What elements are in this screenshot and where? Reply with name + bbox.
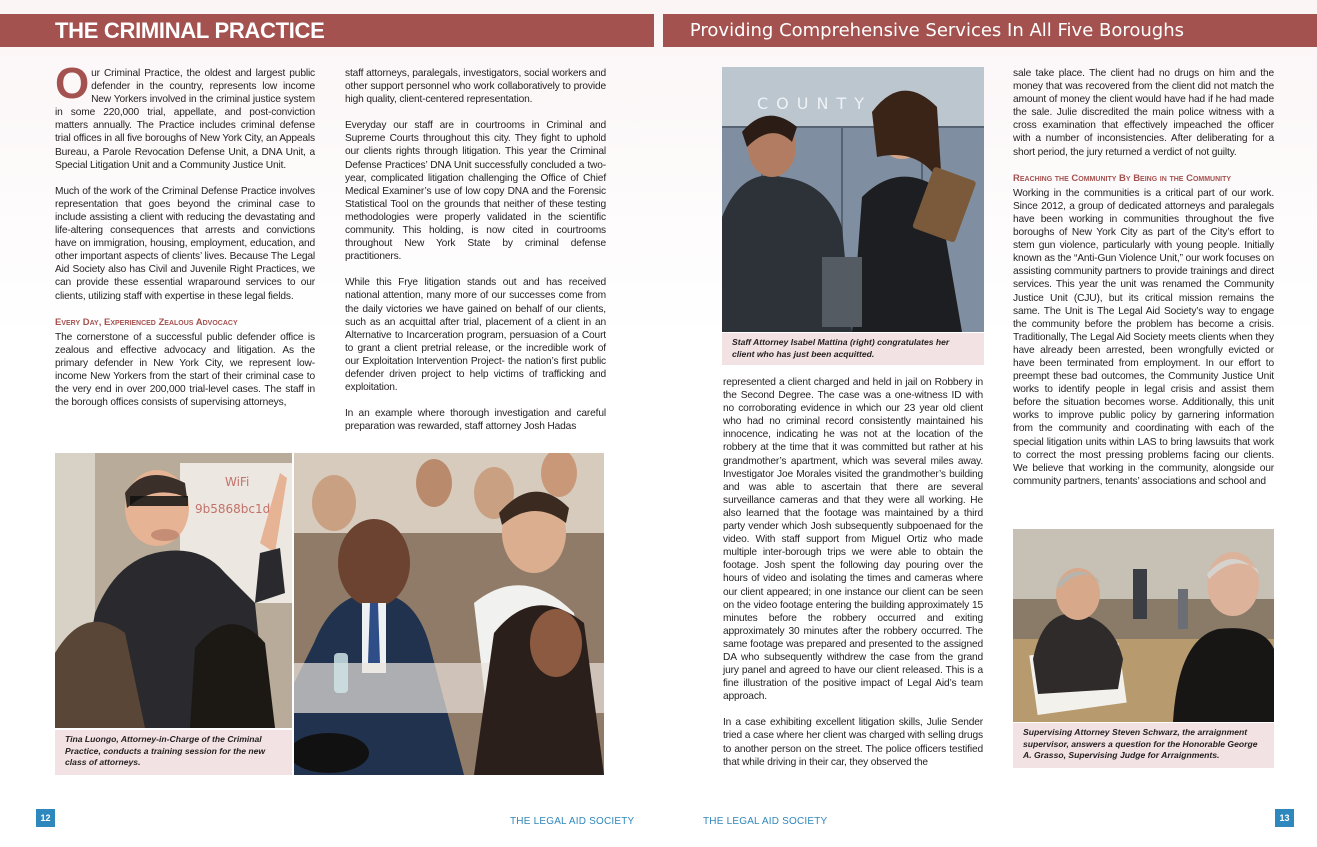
paragraph-josh-hadas: In an example where thorough investigation and careful preparation was rewarded, staff attorney Josh Hadas [345, 408, 606, 433]
acquittal-photo-caption [722, 333, 984, 365]
paragraph-dna-unit: Everyday our staff are in courtrooms in Criminal and Supreme Courts throughout this city. They fight to uphold our clients rights through litigation. This year the Criminal Defense Practices’ DNA Unit successfully concluded a two-year, complicated litigation challenging the Office of Chief Medical Examiner’s use of low copy DNA and the Forensic Statistical Tool on the grounds that neither of these testing methodologies were properly validated in the scientific community. This holding, is now cited in courtrooms throughout New York State by criminal defense practitioners. [345, 120, 606, 263]
whiteboard-wifi-text: WiFi [225, 475, 250, 489]
caption-text: Tina Luongo, Attorney-in-Charge of the Criminal Practice, conducts a training session for the new class of attorneys. [65, 734, 266, 767]
intro-paragraph: ur Criminal Practice, the oldest and largest public defender in the country, represents low income New Yorkers involved in the criminal justice system in some 220,000 trial, appellate, and post-conviction matters annually. The Practice includes criminal defense trial offices in all five boroughs of New York City, an Appeals Bureau, a Parole Revocation Defense Unit, a DNA Unit, a Special Litigation Unit and a Community Justice Unit. [55, 68, 315, 171]
arraignment-photo-caption [1013, 723, 1274, 768]
heading-community: Reaching the Community By Being in the Community [1013, 172, 1232, 184]
training-session-photo-left [55, 453, 292, 728]
paragraph-verdict: sale take place. The client had no drugs on him and the money that was recovered from the client did not match the amount of money the client would have had if he had made the sale. Julie discredited the main police witness with a cross examination that effectively impeached the officer with a number of inconsistencies. After deliberating for a short period, the jury returned a verdict of not guilty. [1013, 68, 1274, 158]
paragraph-staff: staff attorneys, paralegals, investigators, social workers and other support personnel who work collaboratively to provide high quality, client-centered representation. [345, 68, 606, 106]
footer-right: THE LEGAL AID SOCIETY [703, 816, 828, 827]
paragraph-cornerstone: The cornerstone of a successful public defender office is zealous and effective advocacy and litigation. As the primary defender in New York City, we represent low-income New Yorkers from the start of their criminal case to the very end in over 200,000 trial-level cases. The staff in the borough offices consists of supervising attorneys, [55, 331, 315, 409]
training-photo-caption [55, 730, 292, 775]
paragraph-wraparound: Much of the work of the Criminal Defense Practice involves representation that goes beyond the criminal case to include assisting a client with reducing the devastating and life-altering consequences that arrests and convictions have on immigration, housing, employment, education, and other important aspects of clients’ lives. Because The Legal Aid Society also has Civil and Juvenile Right Practices, we can provide these essential wraparound services to our clients, utilizing staff with expertise in these legal fields. [55, 185, 315, 302]
page-number-left: 12 [36, 809, 55, 827]
training-session-photo-right [294, 453, 604, 775]
paragraph-frye: While this Frye litigation stands out and has received national attention, many more of our successes come from the daily victories we have gained on behalf of our clients, such as an acquittal after trial, placement of a client in an Alternative to Incarceration program, persuasion of a Court to grant a client pretrial release, or the incredible work of our Exploitation Intervention Project- the nation’s first public defender driven project to help victims of trafficking and exploitation. [345, 277, 606, 394]
drop-cap: O [55, 59, 90, 108]
right-column-1 [723, 376, 983, 769]
paragraph-community-justice: Working in the communities is a critical part of our work. Since 2012, a group of dedicated attorneys and paralegals have been working in communities throughout the five boroughs of New York City as part of the City’s effort to stem gun violence, particularly with young people. Initially known as the “Anti-Gun Violence Unit,” our work focuses on assisting community partners to provide trainings and direct services. This year the unit was renamed the Community Justice Unit (CJU), but its critical mission remains the same. The Unit is The Legal Aid Society’s way to engage the community before the problem has become a crisis. Traditionally, The Legal Aid Society meets clients when they have already been arrested, been wrongfully evicted or have been terminated from employment. In our effort to preempt these bad outcomes, the Community Justice Unit works to identify people in legal crisis and assist them before the situation becomes worse. Additionally, this unit works to improve public policy by garnering information from the community and coordinating with each of the special litigation units within LAS to bring lawsuits that work to correct the most pressing problems facing our clients. We believe that working in the community, alongside our community partners, tenants’ associations and school and [1013, 187, 1274, 487]
paragraph-robbery-case: represented a client charged and held in jail on Robbery in the Second Degree. The case was a one-witness ID with no corroborating evidence in which our 23 year old client who had no criminal record consistently maintained his innocence, indicating he was not at the location of the robbery at the time that it was committed but rather at his grandmother’s apartment, which was several miles away. Investigator Joe Morales visited the grandmother’s building and was able to ascertain that there are several surveillance cameras and that they were all working. He also learned that the footage was maintained by a third party vender which Josh subsequently subpoenaed for the video. With staff support from Miguel Ortiz who made multiple inter-borough trips we were able to obtain the footage. Josh spent the following day pouring over the hours of video and isolating the times and cameras where our client appeared; in one instance our client can be seen on the video footage entering the building approximately 15 minutes before the robbery occurred and exiting approximately 30 minutes after the robbery occurred. The same footage was prepared and presented to the assigned DA who subsequently withdrew the case from the grand jury panel and agreed to have our client released. This is a fine illustration of the positive impact of Legal Aid’s team approach. [723, 377, 983, 703]
paragraph-julie-sender: In a case exhibiting excellent litigation skills, Julie Sender tried a case where her client was charged with selling drugs to another person on the street. The police officers testified that while driving in their car, they observed the [723, 717, 983, 768]
section-title: THE CRIMINAL PRACTICE [55, 18, 325, 43]
acquittal-photo [722, 67, 984, 332]
left-header-banner [0, 14, 654, 47]
left-column-1 [55, 59, 315, 409]
right-header-banner [663, 14, 1317, 47]
whiteboard-code-text: 9b5868bc1d [195, 502, 271, 516]
left-column-2 [345, 67, 606, 433]
right-column-2 [1013, 67, 1274, 488]
footer-left: THE LEGAL AID SOCIETY [510, 816, 635, 827]
county-sign-text: COUNTY [757, 94, 872, 113]
arraignment-photo [1013, 529, 1274, 722]
heading-zealous-advocacy: Every Day, Experienced Zealous Advocacy [55, 316, 238, 328]
caption-text: Staff Attorney Isabel Mattina (right) congratulates her client who has just been acquitted. [732, 337, 950, 359]
caption-text: Supervising Attorney Steven Schwarz, the arraignment supervisor, answers a question for the Honorable George A. Grasso, Supervising Judge for Arraignments. [1023, 727, 1258, 760]
page-number-right: 13 [1275, 809, 1294, 827]
section-subtitle: Providing Comprehensive Services In All Five Boroughs [689, 20, 1184, 41]
